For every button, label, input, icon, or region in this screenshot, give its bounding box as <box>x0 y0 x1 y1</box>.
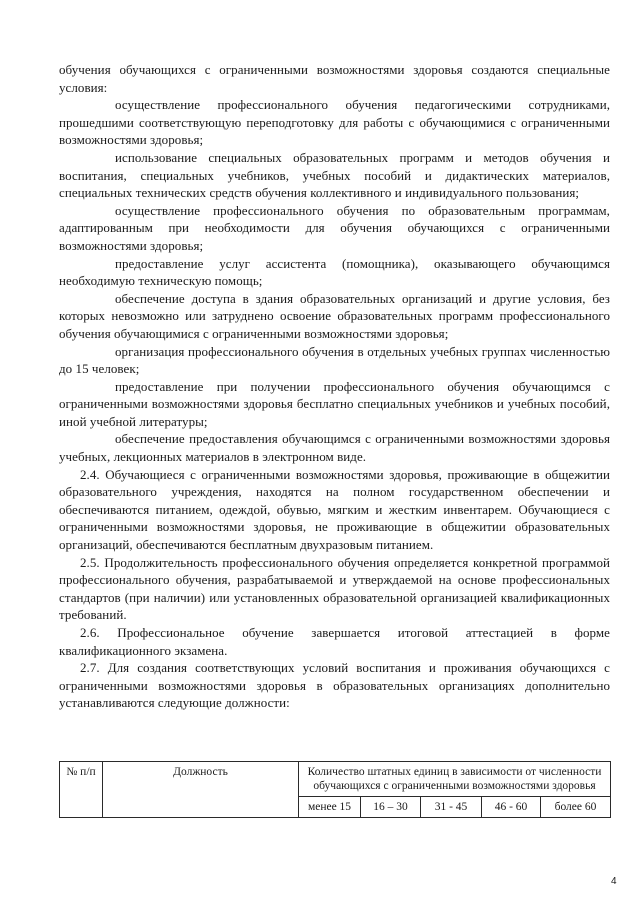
body-text <box>59 61 610 712</box>
paragraph-condition-adapted: осуществление профессионального обучения по образовательным программам, адаптированным при необходимости для обучения обучающихся с ограниченными возможностями здоровья; <box>59 202 610 253</box>
paragraph-condition-textbooks: предоставление при получении профессионального обучения обучающимся с ограниченными возможностями здоровья бесплатно специальных учебников и учебных пособий, иной учебной литературы; <box>59 378 610 429</box>
table-header-count: Количество штатных единиц в зависимости от численности обучающихся с ограниченными возможностями здоровья <box>299 762 611 797</box>
range-cell: менее 15 <box>299 797 361 818</box>
paragraph-condition-programs: использование специальных образовательных программ и методов обучения и воспитания, специальных учебников, учебных пособий и дидактических материалов, специальных технических средств обучения коллективного и индивидуального пользования; <box>59 149 610 201</box>
range-cell: 16 – 30 <box>361 797 421 818</box>
paragraph-intro: обучения обучающихся с ограниченными возможностями здоровья создаются специальные условия: <box>59 62 610 95</box>
paragraph-condition-groups: организация профессионального обучения в отдельных учебных группах численностью до 15 человек; <box>59 343 610 377</box>
range-cell: 31 - 45 <box>421 797 482 818</box>
paragraph-condition-assistant: предоставление услуг ассистента (помощника), оказывающего обучающимся необходимую техническую помощь; <box>59 255 610 289</box>
range-cell: более 60 <box>541 797 611 818</box>
range-cell: 46 - 60 <box>482 797 541 818</box>
positions-table <box>59 761 611 818</box>
paragraph-2-4: 2.4. Обучающиеся с ограниченными возможностями здоровья, проживающие в общежитии образовательного учреждения, находятся на полном государственном обеспечении и обеспечиваются питанием, одеждой, обувью, мягким и жестким инвентарем. Обучающиеся с ограниченными возможностями здоровья, не проживающие в общежитии образовательных организаций, обеспечиваются бесплатным двухразовым питанием. <box>59 466 610 553</box>
paragraph-condition-access: обеспечение доступа в здания образовательных организаций и другие условия, без которых невозможно или затруднено освоение образовательных программ профессионального обучения обучающимися с ограниченными возможностями здоровья; <box>59 290 610 341</box>
paragraph-2-5: 2.5. Продолжительность профессионального обучения определяется конкретной программой профессионального обучения, разрабатываемой и утверждаемой на основе профессиональных стандартов (при наличии) или установленных образовательной организацией квалификационных требований. <box>59 554 610 623</box>
paragraph-condition-electronic: обеспечение предоставления обучающимся с ограниченными возможностями здоровья учебных, лекционных материалов в электронном виде. <box>59 431 610 465</box>
paragraph-condition-teachers: осуществление профессионального обучения педагогическими сотрудниками, прошедшими соответствующую переподготовку для работы с обучающимися с ограниченными возможностями здоровья; <box>59 97 610 148</box>
table-header-number: № п/п <box>60 762 103 818</box>
paragraph-2-7: 2.7. Для создания соответствующих условий воспитания и проживания обучающихся с ограниченными возможностями здоровья в образовательных организациях дополнительно устанавливаются следующие должности: <box>59 660 610 711</box>
table-header-row <box>60 762 611 797</box>
page-number: 4 <box>611 876 617 887</box>
table-header-position: Должность <box>103 762 299 818</box>
paragraph-2-6: 2.6. Профессиональное обучение завершается итоговой аттестацией в форме квалификационного экзамена. <box>59 625 610 658</box>
